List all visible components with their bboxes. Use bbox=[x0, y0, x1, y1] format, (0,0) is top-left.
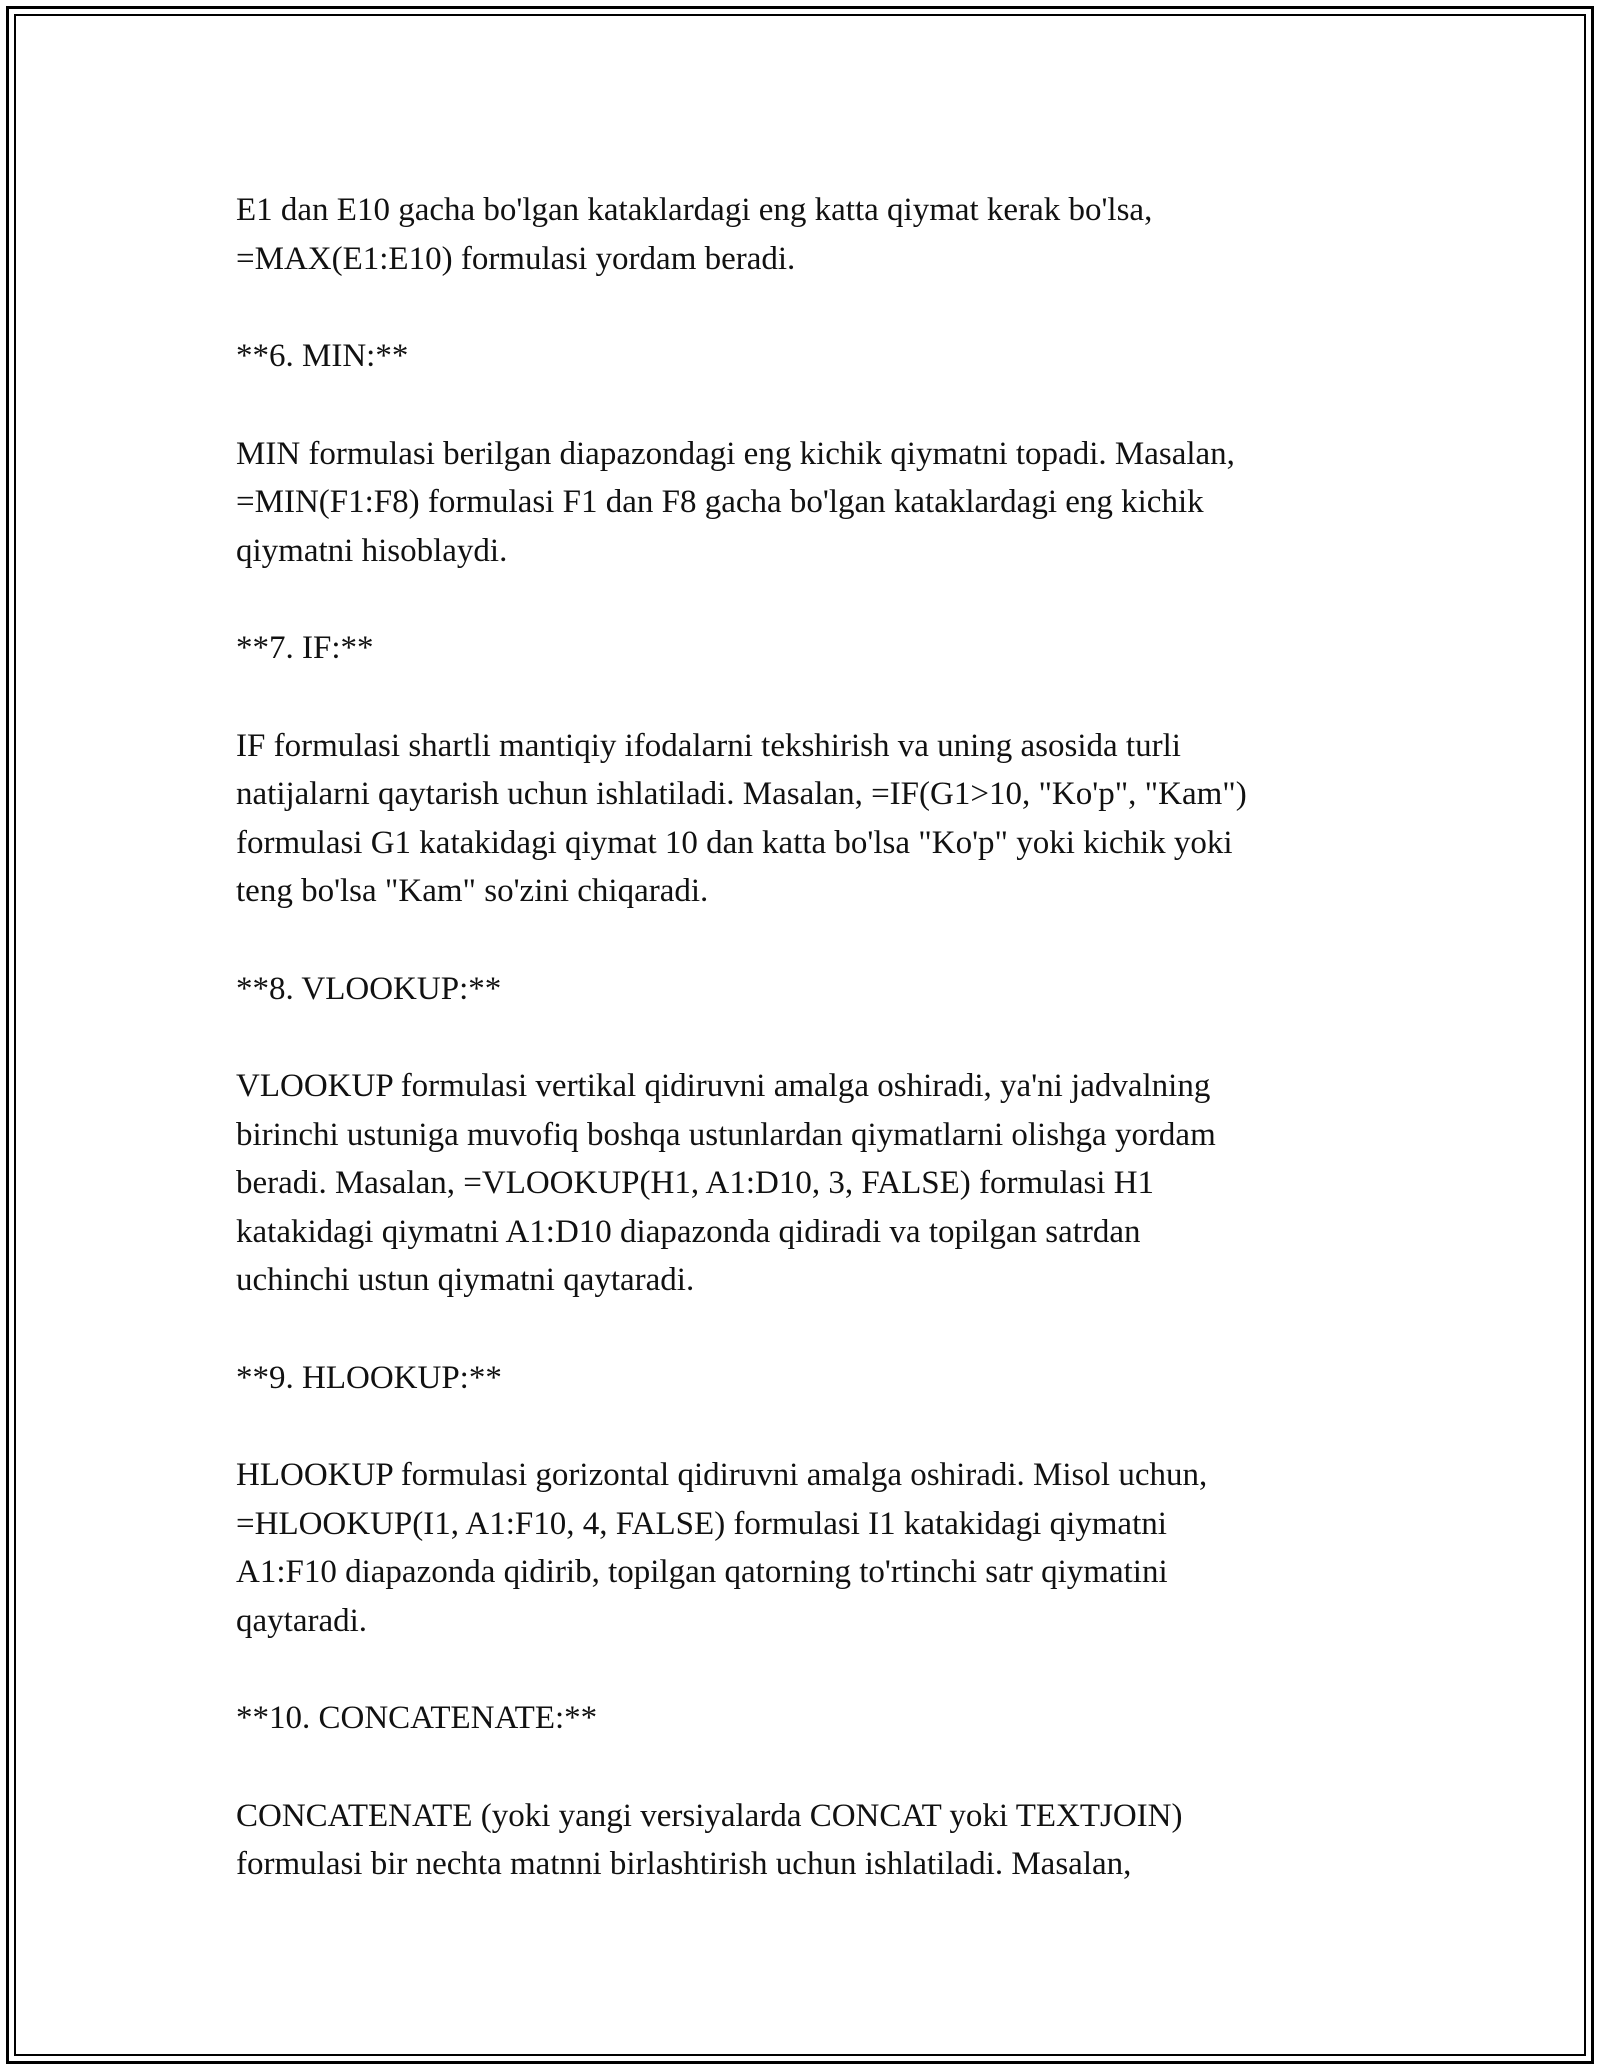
paragraph-concatenate: CONCATENATE (yoki yangi versiyalarda CONCAT yoki TEXTJOIN) formulasi bir nechta matnni birlashtirish uchun ishlatiladi. Masalan, bbox=[236, 1797, 1183, 1882]
heading-min: **6. MIN:** bbox=[236, 338, 409, 374]
paragraph-min: MIN formulasi berilgan diapazondagi eng kichik qiymatni topadi. Masalan, =MIN(F1:F8) formulasi F1 dan F8 gacha bo'lgan kataklardagi eng kichik qiymatni hisoblaydi. bbox=[236, 435, 1235, 569]
paragraph-vlookup: VLOOKUP formulasi vertikal qidiruvni amalga oshiradi, ya'ni jadvalning birinchi ustuniga muvofiq boshqa ustunlardan qiymatlarni olishga yordam beradi. Masalan, =VLOOKUP(H1, A1:D10, 3, FALSE) formulasi H1 katakidagi qiymatni A1:D10 diapazonda qidiradi va topilgan satrdan uchinchi ustun qiymatni qaytaradi. bbox=[236, 1068, 1216, 1298]
paragraph-max-example: E1 dan E10 gacha bo'lgan kataklardagi eng katta qiymat kerak bo'lsa, =MAX(E1:E10) formulasi yordam beradi. bbox=[236, 192, 1153, 277]
heading-concatenate: **10. CONCATENATE:** bbox=[236, 1700, 598, 1736]
heading-vlookup: **8. VLOOKUP:** bbox=[236, 970, 502, 1007]
heading-hlookup: **9. HLOOKUP:** bbox=[236, 1359, 502, 1396]
heading-if: **7. IF:** bbox=[236, 630, 374, 666]
document-body bbox=[236, 186, 1366, 1938]
paragraph-if: IF formulasi shartli mantiqiy ifodalarni tekshirish va uning asosida turli natijalarni qaytarish uchun ishlatiladi. Masalan, =IF(G1>10, "Ko'p", "Kam") formulasi G1 katakidagi qiymat 10 dan katta bo'lsa "Ko'p" yoki kichik yoki teng bo'lsa "Kam" so'zini chiqaradi. bbox=[236, 727, 1247, 909]
paragraph-hlookup: HLOOKUP formulasi gorizontal qidiruvni amalga oshiradi. Misol uchun, =HLOOKUP(I1, A1:F10, 4, FALSE) formulasi I1 katakidagi qiymatni A1:F10 diapazonda qidirib, topilgan qatorning to'rtinchi satr qiymatini qaytaradi. bbox=[236, 1457, 1208, 1639]
